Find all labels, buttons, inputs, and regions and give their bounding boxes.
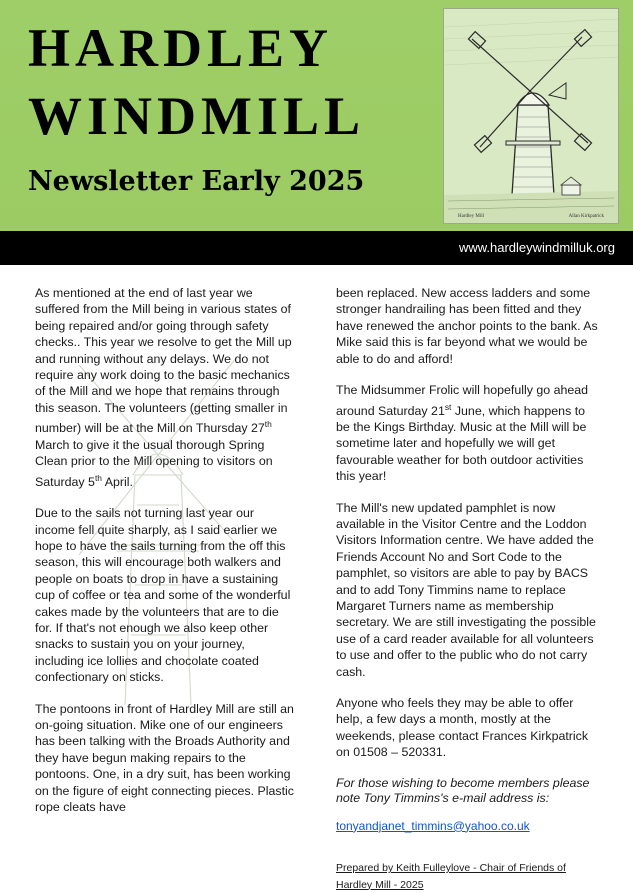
paragraph-left-2: Due to the sails not turning last year our income fell quite sharply, as I said earlier we hope to have the sails turning from the off this season, this will encourage both walkers and people on boats to drop in have a sustaining cup of coffee or tea and some of the wonderful cakes made by the volunteers that are to die for. If that's not enough we also keep other snacks to sustain you on your journey, including ice lollies and chocolate coated confectionary on sticks. bbox=[35, 506, 291, 685]
prepared-by-line: Prepared by Keith Fulleylove - Chair of Friends of Hardley Mill - 2025 bbox=[336, 862, 566, 891]
newsletter-body bbox=[0, 265, 633, 891]
paragraph-left-1: As mentioned at the end of last year we suffered from the Mill being in various states of being repaired and/or going through safety checks.. This year we resolve to get the Mill up and running without any delays. We do not require any work doing to the basic mechanics of the Mill and we hope that remains through this season. The volunteers (getting smaller in number) will be at the Mill on Thursday 27th March to give it the usual thorough Spring Clean prior to the Mill opening to visitors on Saturday 5th April. bbox=[35, 286, 292, 489]
membership-note: For those wishing to become members please note Tony Timmins's e-mail address is: bbox=[336, 775, 590, 805]
paragraph-right-2: The Midsummer Frolic will hopefully go ahead around Saturday 21st June, which happens to be the Kings Birthday. Music at the Mill will be sometime later and hopefully we will get favourable weather for both outdoor activities this year! bbox=[336, 383, 589, 484]
website-bar bbox=[0, 231, 633, 265]
right-column bbox=[336, 285, 598, 893]
paragraph-right-3: The Mill's new updated pamphlet is now available in the Visitor Centre and the Loddon Visitors Information centre. We have added the Friends Account No and Sort Code to the pamphlet, so visitors are able to pay by BACS and to add Tony Timmins name to replace Margaret Turners name as membership secretary. We are still investigating the possible use of a card reader available for all volunteers to use and offer to the public who do not carry cash. bbox=[336, 500, 596, 679]
newsletter-subtitle: Newsletter Early 2025 bbox=[28, 166, 365, 197]
website-url[interactable]: www.hardleywindmilluk.org bbox=[458, 240, 615, 255]
masthead bbox=[28, 14, 438, 197]
paragraph-left-3: The pontoons in front of Hardley Mill are still an on-going situation. Mike one of our engineers has been talking with the Broads Authority and they have begun making repairs to the pontoons. One, in a dry suit, has been working on the figure of eight connecting pieces. Plastic rope cleats have bbox=[35, 701, 294, 815]
paragraph-right-4: Anyone who feels they may be able to offer help, a few days a month, mostly at the weekends, please contact Frances Kirkpatrick on 01508 – 520331. bbox=[336, 696, 589, 760]
title-line-2: WINDMILL bbox=[28, 86, 366, 146]
windmill-illustration bbox=[443, 8, 619, 224]
left-column bbox=[35, 285, 297, 830]
paragraph-right-1: been replaced. New access ladders and some stronger handrailing has been fitted and they have renewed the anchor points to the bank. As Mike said this is far beyond what we would be able to do and afford! bbox=[336, 286, 598, 366]
windmill-drawing-icon bbox=[444, 9, 618, 223]
image-caption-right: Allan Kirkpatrick bbox=[568, 214, 604, 219]
newsletter-header bbox=[0, 0, 633, 231]
title-line-1: HARDLEY bbox=[28, 18, 334, 78]
membership-email-link[interactable]: tonyandjanet_timmins@yahoo.co.uk bbox=[336, 818, 530, 833]
image-caption-left: Hardley Mill bbox=[458, 214, 484, 219]
